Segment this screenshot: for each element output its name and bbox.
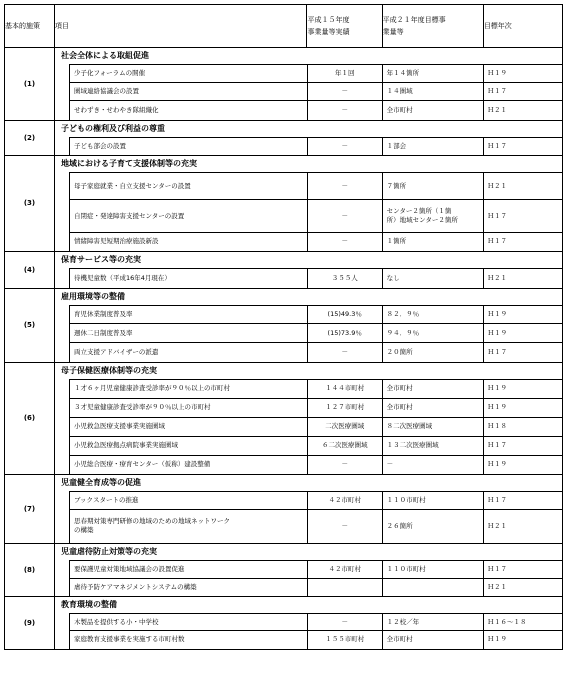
section-number: (1) xyxy=(5,48,55,121)
section-row xyxy=(5,362,563,475)
section-items-table xyxy=(69,305,562,362)
section-items-table xyxy=(69,172,562,251)
h21-target-cell: １１０市町村 xyxy=(382,492,483,510)
h15-actual-cell: － xyxy=(307,233,382,251)
item-cell: 母子家庭就業・自立支援センターの設置 xyxy=(70,173,308,200)
item-cell: 子ども部会の設置 xyxy=(70,137,308,155)
target-year-cell: Ｈ１６～１８ xyxy=(483,614,562,631)
item-cell: 自閉症・発達障害支援センターの設置 xyxy=(70,200,308,233)
table-row xyxy=(70,233,563,251)
item-cell: 小児救急医療支援事業実施圏域 xyxy=(70,417,308,436)
target-year-cell: Ｈ１７ xyxy=(483,492,562,510)
h21-target-cell: 全市町村 xyxy=(382,631,483,649)
item-cell: 週休二日制度普及率 xyxy=(70,324,308,343)
section-row xyxy=(5,48,563,121)
section-row xyxy=(5,156,563,252)
target-year-cell: Ｈ１７ xyxy=(483,200,562,233)
section-items-table xyxy=(69,613,562,649)
item-cell: １才６ヶ月児童健康診査受診率が９０％以上の市町村 xyxy=(70,379,308,398)
h15-actual-cell: － xyxy=(307,137,382,155)
table-row xyxy=(70,324,563,343)
target-year-cell: Ｈ１９ xyxy=(483,306,562,324)
item-cell: ブックスタートの推進 xyxy=(70,492,308,510)
section-number: (3) xyxy=(5,156,55,252)
header-h21-text: 平成２１年度目標事 業量等 xyxy=(382,16,446,36)
target-year-cell: Ｈ２１ xyxy=(483,101,562,120)
target-year-cell: Ｈ１９ xyxy=(483,65,562,83)
h15-actual-cell: 年１回 xyxy=(307,65,382,83)
h21-target-cell: １１０市町村 xyxy=(382,560,483,578)
section-row xyxy=(5,120,563,156)
h15-actual-cell: １４４市町村 xyxy=(307,379,382,398)
target-year-cell: Ｈ１７ xyxy=(483,343,562,362)
section-items-table xyxy=(69,379,562,475)
h15-actual-cell: － xyxy=(307,200,382,233)
target-year-cell: Ｈ１９ xyxy=(483,631,562,649)
section-content xyxy=(55,120,563,156)
target-year-cell: Ｈ１７ xyxy=(483,83,562,101)
section-content xyxy=(55,289,563,363)
h15-actual-cell: － xyxy=(307,173,382,200)
h15-actual-cell: (15)73.9％ xyxy=(307,324,382,343)
section-content xyxy=(55,48,563,121)
h21-target-cell: ２６箇所 xyxy=(382,510,483,543)
h21-target-cell: なし xyxy=(382,268,483,288)
section-items-table xyxy=(69,268,562,289)
section-content xyxy=(55,251,563,289)
target-year-cell: Ｈ１７ xyxy=(483,233,562,251)
header-h15-actual xyxy=(307,5,382,48)
section-content xyxy=(55,475,563,544)
section-title: 社会全体による取組促進 xyxy=(61,51,149,60)
header-basic-policy: 基本的施策 xyxy=(5,5,55,48)
table-row xyxy=(70,492,563,510)
h21-target-cell: ８二次医療圏域 xyxy=(382,417,483,436)
h15-actual-cell: １５５市町村 xyxy=(307,631,382,649)
section-title: 教育環境の整備 xyxy=(61,600,117,609)
target-year-cell: Ｈ２１ xyxy=(483,268,562,288)
table-row xyxy=(70,417,563,436)
table-row xyxy=(70,65,563,83)
h21-target-cell: １２校／年 xyxy=(382,614,483,631)
h21-target-cell: １箇所 xyxy=(382,233,483,251)
h21-target-cell: 全市町村 xyxy=(382,379,483,398)
policy-table xyxy=(4,4,563,650)
h21-target-cell: １３二次医療圏域 xyxy=(382,436,483,455)
h21-target-cell: センター２箇所（１箇 所）地域センター２箇所 xyxy=(382,200,483,233)
section-number: (6) xyxy=(5,362,55,475)
table-row xyxy=(70,455,563,474)
h15-actual-cell: － xyxy=(307,343,382,362)
section-number: (4) xyxy=(5,251,55,289)
h15-actual-cell: (15)49.3％ xyxy=(307,306,382,324)
header-h15-text: 平成１５年度 事業量等実績 xyxy=(307,16,350,36)
target-year-cell: Ｈ１９ xyxy=(483,379,562,398)
h15-actual-cell: ６二次医療圏域 xyxy=(307,436,382,455)
h21-target-cell: １４圏域 xyxy=(382,83,483,101)
section-row xyxy=(5,475,563,544)
h21-target-cell xyxy=(382,578,483,596)
table-row xyxy=(70,101,563,120)
header-target-year: 目標年次 xyxy=(483,5,562,48)
target-year-cell: Ｈ１９ xyxy=(483,324,562,343)
table-row xyxy=(70,614,563,631)
section-number: (8) xyxy=(5,543,55,597)
table-row xyxy=(70,560,563,578)
table-row xyxy=(70,436,563,455)
item-cell: 両立支援アドバイザーの派遣 xyxy=(70,343,308,362)
section-title: 雇用環境等の整備 xyxy=(61,292,125,301)
h21-target-cell: ２０箇所 xyxy=(382,343,483,362)
section-items-table xyxy=(69,64,562,120)
section-title: 保育サービス等の充実 xyxy=(61,254,141,264)
section-title: 地域における子育て支援体制等の充実 xyxy=(61,159,197,168)
section-content xyxy=(55,362,563,475)
section-content xyxy=(55,156,563,252)
item-cell: 小児救急医療拠点病院事業実施圏域 xyxy=(70,436,308,455)
target-year-cell: Ｈ１９ xyxy=(483,398,562,417)
section-row xyxy=(5,597,563,650)
table-row xyxy=(70,578,563,596)
table-row xyxy=(70,343,563,362)
h15-actual-cell: － xyxy=(307,101,382,120)
sections-body xyxy=(5,48,563,650)
section-row xyxy=(5,289,563,363)
table-row xyxy=(70,137,563,155)
h21-target-cell: 全市町村 xyxy=(382,398,483,417)
table-row xyxy=(70,510,563,543)
item-cell: 家庭教育支援事業を実施する市町村数 xyxy=(70,631,308,649)
h15-actual-cell: ４２市町村 xyxy=(307,560,382,578)
section-number: (9) xyxy=(5,597,55,650)
item-cell: 虐待予防ケアマネジメントシステムの構築 xyxy=(70,578,308,596)
h15-actual-cell: － xyxy=(307,83,382,101)
header-item: 項目 xyxy=(55,5,307,48)
h21-target-cell: － xyxy=(382,455,483,474)
table-row xyxy=(70,83,563,101)
section-items-table xyxy=(69,137,562,156)
section-title: 児童健全育成等の促進 xyxy=(61,478,141,487)
h15-actual-cell: － xyxy=(307,510,382,543)
table-row xyxy=(70,200,563,233)
item-cell: 育児休業制度普及率 xyxy=(70,306,308,324)
target-year-cell: Ｈ２１ xyxy=(483,510,562,543)
target-year-cell: Ｈ２１ xyxy=(483,578,562,596)
section-row xyxy=(5,251,563,289)
h15-actual-cell: １２７市町村 xyxy=(307,398,382,417)
header-h21-target xyxy=(382,5,483,48)
item-cell: 木製品を提供する小・中学校 xyxy=(70,614,308,631)
h15-actual-cell: － xyxy=(307,455,382,474)
section-content xyxy=(55,597,563,650)
h15-actual-cell: ３５５人 xyxy=(307,268,382,288)
item-cell: 思春期対策専門研修の地域のための地域ネットワーク の構築 xyxy=(70,510,308,543)
target-year-cell: Ｈ２１ xyxy=(483,173,562,200)
section-items-table xyxy=(69,560,562,597)
header-row xyxy=(5,5,563,48)
item-cell: 待機児童数（平成16年4月現在） xyxy=(70,268,308,288)
section-items-table xyxy=(69,491,562,543)
item-cell: せわずき・せわやき隊組織化 xyxy=(70,101,308,120)
table-row xyxy=(70,379,563,398)
h15-actual-cell: ４２市町村 xyxy=(307,492,382,510)
target-year-cell: Ｈ１７ xyxy=(483,436,562,455)
section-title: 子どもの権利及び利益の尊重 xyxy=(61,123,165,133)
target-year-cell: Ｈ１７ xyxy=(483,137,562,155)
item-cell: 小児総合医療・療育センター（仮称）建設整備 xyxy=(70,455,308,474)
section-number: (5) xyxy=(5,289,55,363)
h15-actual-cell xyxy=(307,578,382,596)
target-year-cell: Ｈ１７ xyxy=(483,560,562,578)
section-number: (7) xyxy=(5,475,55,544)
table-row xyxy=(70,268,563,288)
h21-target-cell: ８２．９％ xyxy=(382,306,483,324)
table-row xyxy=(70,173,563,200)
h21-target-cell: 全市町村 xyxy=(382,101,483,120)
target-year-cell: Ｈ１９ xyxy=(483,455,562,474)
h15-actual-cell: 二次医療圏域 xyxy=(307,417,382,436)
section-title: 母子保健医療体制等の充実 xyxy=(61,365,157,375)
h21-target-cell: 年１４箇所 xyxy=(382,65,483,83)
item-cell: ３才児童健康診査受診率が９０％以上の市町村 xyxy=(70,398,308,417)
target-year-cell: Ｈ１８ xyxy=(483,417,562,436)
section-number: (2) xyxy=(5,120,55,156)
h21-target-cell: ９４．９％ xyxy=(382,324,483,343)
h15-actual-cell: － xyxy=(307,614,382,631)
section-title: 児童虐待防止対策等の充実 xyxy=(61,546,157,556)
table-row xyxy=(70,398,563,417)
h21-target-cell: １部会 xyxy=(382,137,483,155)
item-cell: 情緒障害児短期治療施設新設 xyxy=(70,233,308,251)
item-cell: 少子化フォーラムの開催 xyxy=(70,65,308,83)
table-row xyxy=(70,306,563,324)
section-row xyxy=(5,543,563,597)
item-cell: 圏域連絡協議会の設置 xyxy=(70,83,308,101)
table-row xyxy=(70,631,563,649)
item-cell: 要保護児童対策地域協議会の設置促進 xyxy=(70,560,308,578)
section-content xyxy=(55,543,563,597)
h21-target-cell: ７箇所 xyxy=(382,173,483,200)
